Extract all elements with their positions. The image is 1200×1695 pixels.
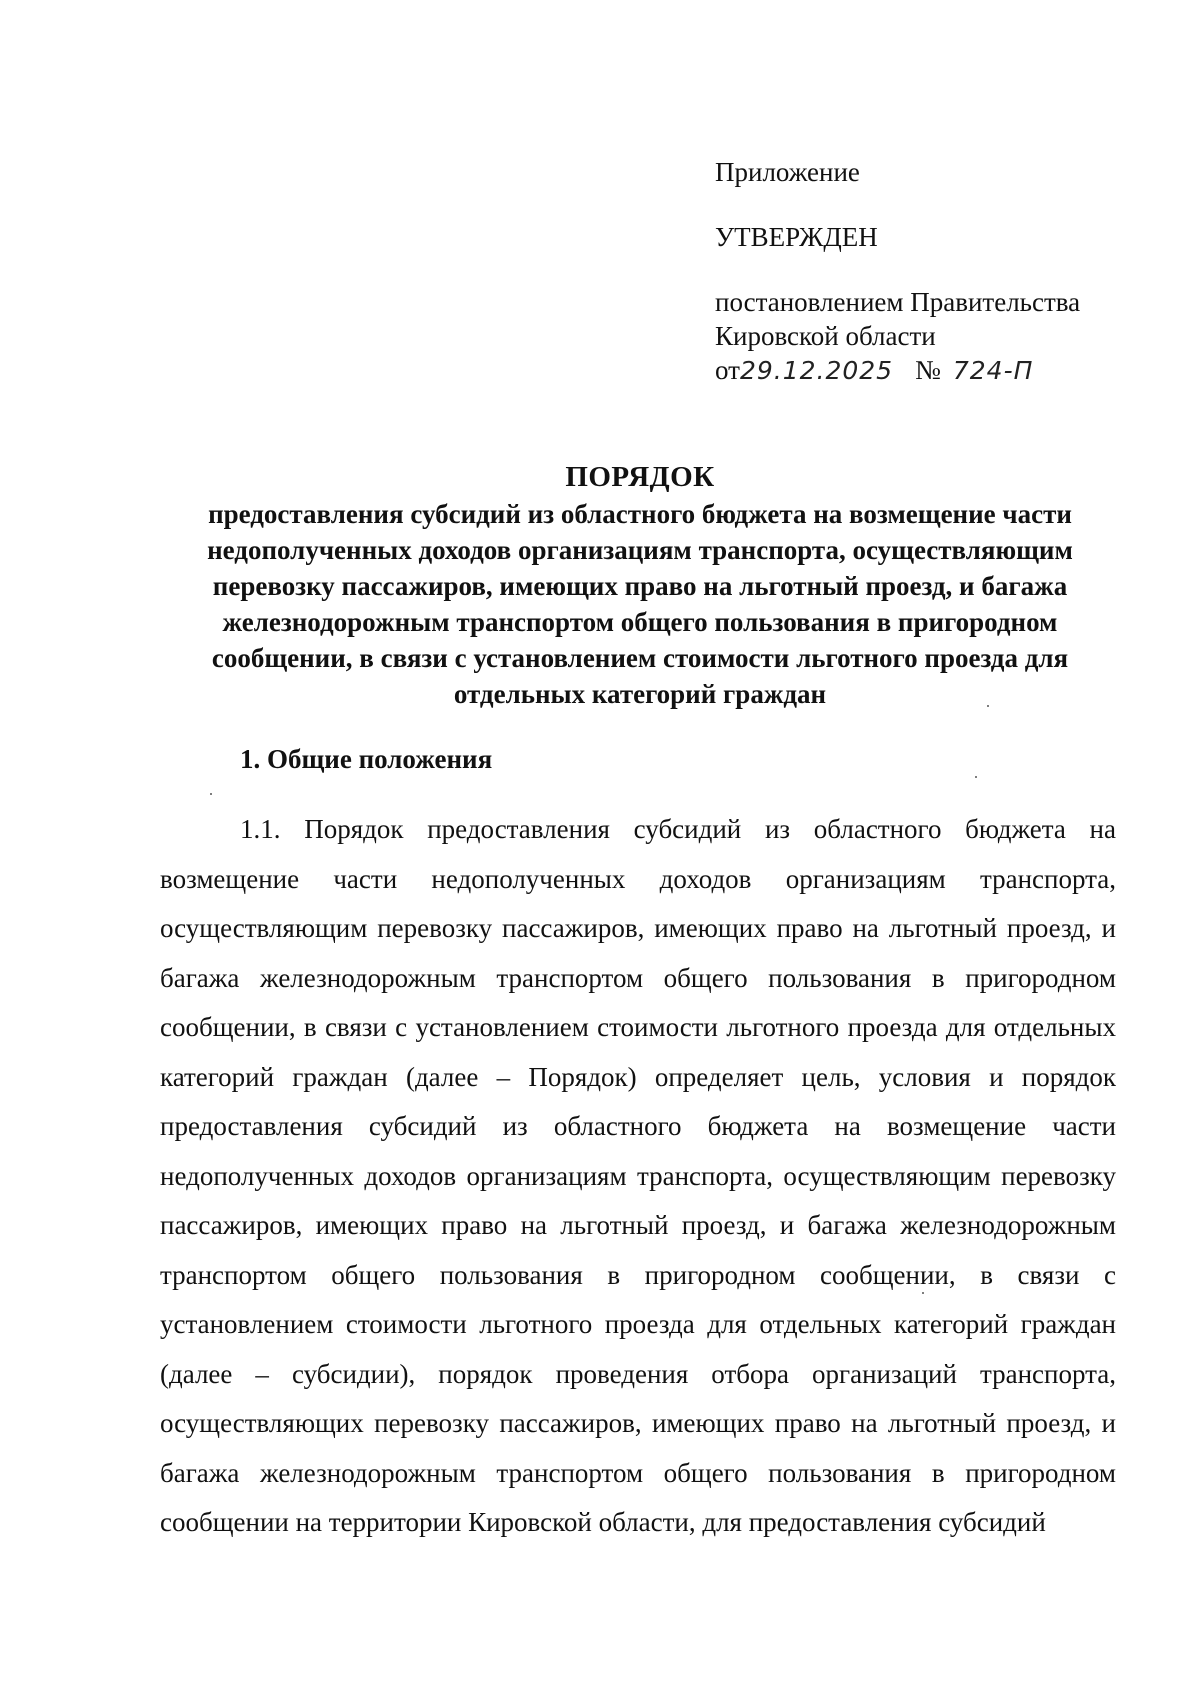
handwritten-number: 724-П: [952, 356, 1034, 385]
scan-speck: [987, 705, 989, 707]
handwritten-date: 29.12.2025: [739, 356, 894, 385]
title-line: недополученных доходов организациям транспорта, осуществляющим: [207, 535, 1073, 565]
approved-label: УТВЕРЖДЕН: [715, 222, 878, 252]
approval-block: [715, 155, 1155, 388]
scan-speck: [922, 1292, 924, 1294]
title-line: перевозку пассажиров, имеющих право на льготный проезд, и багажа: [212, 571, 1068, 601]
title-line: отдельных категорий граждан: [453, 679, 827, 709]
document-title: [150, 458, 1130, 712]
scan-speck: [210, 793, 212, 795]
paragraph-1-1: 1.1. Порядок предоставления субсидий из областного бюджета на возмещение части недополученных доходов организациям транспорта, осуществляющим перевозку пассажиров, имеющих право на льготный проезд, и багажа железнодорожным транспортом общего пользования в пригородном сообщении, в связи с установлением стоимости льготного проезда для отдельных категорий граждан (далее – Порядок) определяет цель, условия и порядок предоставления субсидий из областного бюджета на возмещение части недополученных доходов организациям транспорта, осуществляющим перевозку пассажиров, имеющих право на льготный проезд, и багажа железнодорожным транспортом общего пользования в пригородном сообщении, в связи с установлением стоимости льготного проезда для отдельных категорий граждан (далее – субсидии), порядок проведения отбора организаций транспорта, осуществляющих перевозку пассажиров, имеющих право на льготный проезд, и багажа железнодорожным транспортом общего пользования в пригородном сообщении на территории Кировской области, для предоставления субсидий: [160, 814, 1116, 1537]
title-line: железнодорожным транспортом общего пользования в пригородном: [222, 607, 1058, 637]
resolution-line-1: постановлением Правительства: [715, 287, 1081, 317]
title-line: предоставления субсидий из областного бюджета на возмещение части: [208, 499, 1072, 529]
date-number-line: [715, 353, 1155, 388]
resolution-line-2: Кировской области: [715, 321, 936, 351]
date-prefix: от: [715, 355, 740, 385]
section-heading: 1. Общие положения: [240, 744, 493, 774]
title-line: сообщении, в связи с установлением стоимости льготного проезда для: [211, 643, 1069, 673]
number-sign: №: [915, 355, 941, 385]
title-main: ПОРЯДОК: [565, 461, 715, 493]
appendix-label: Приложение: [715, 157, 860, 187]
body-text: [160, 805, 1116, 1548]
scan-speck: [975, 776, 977, 778]
